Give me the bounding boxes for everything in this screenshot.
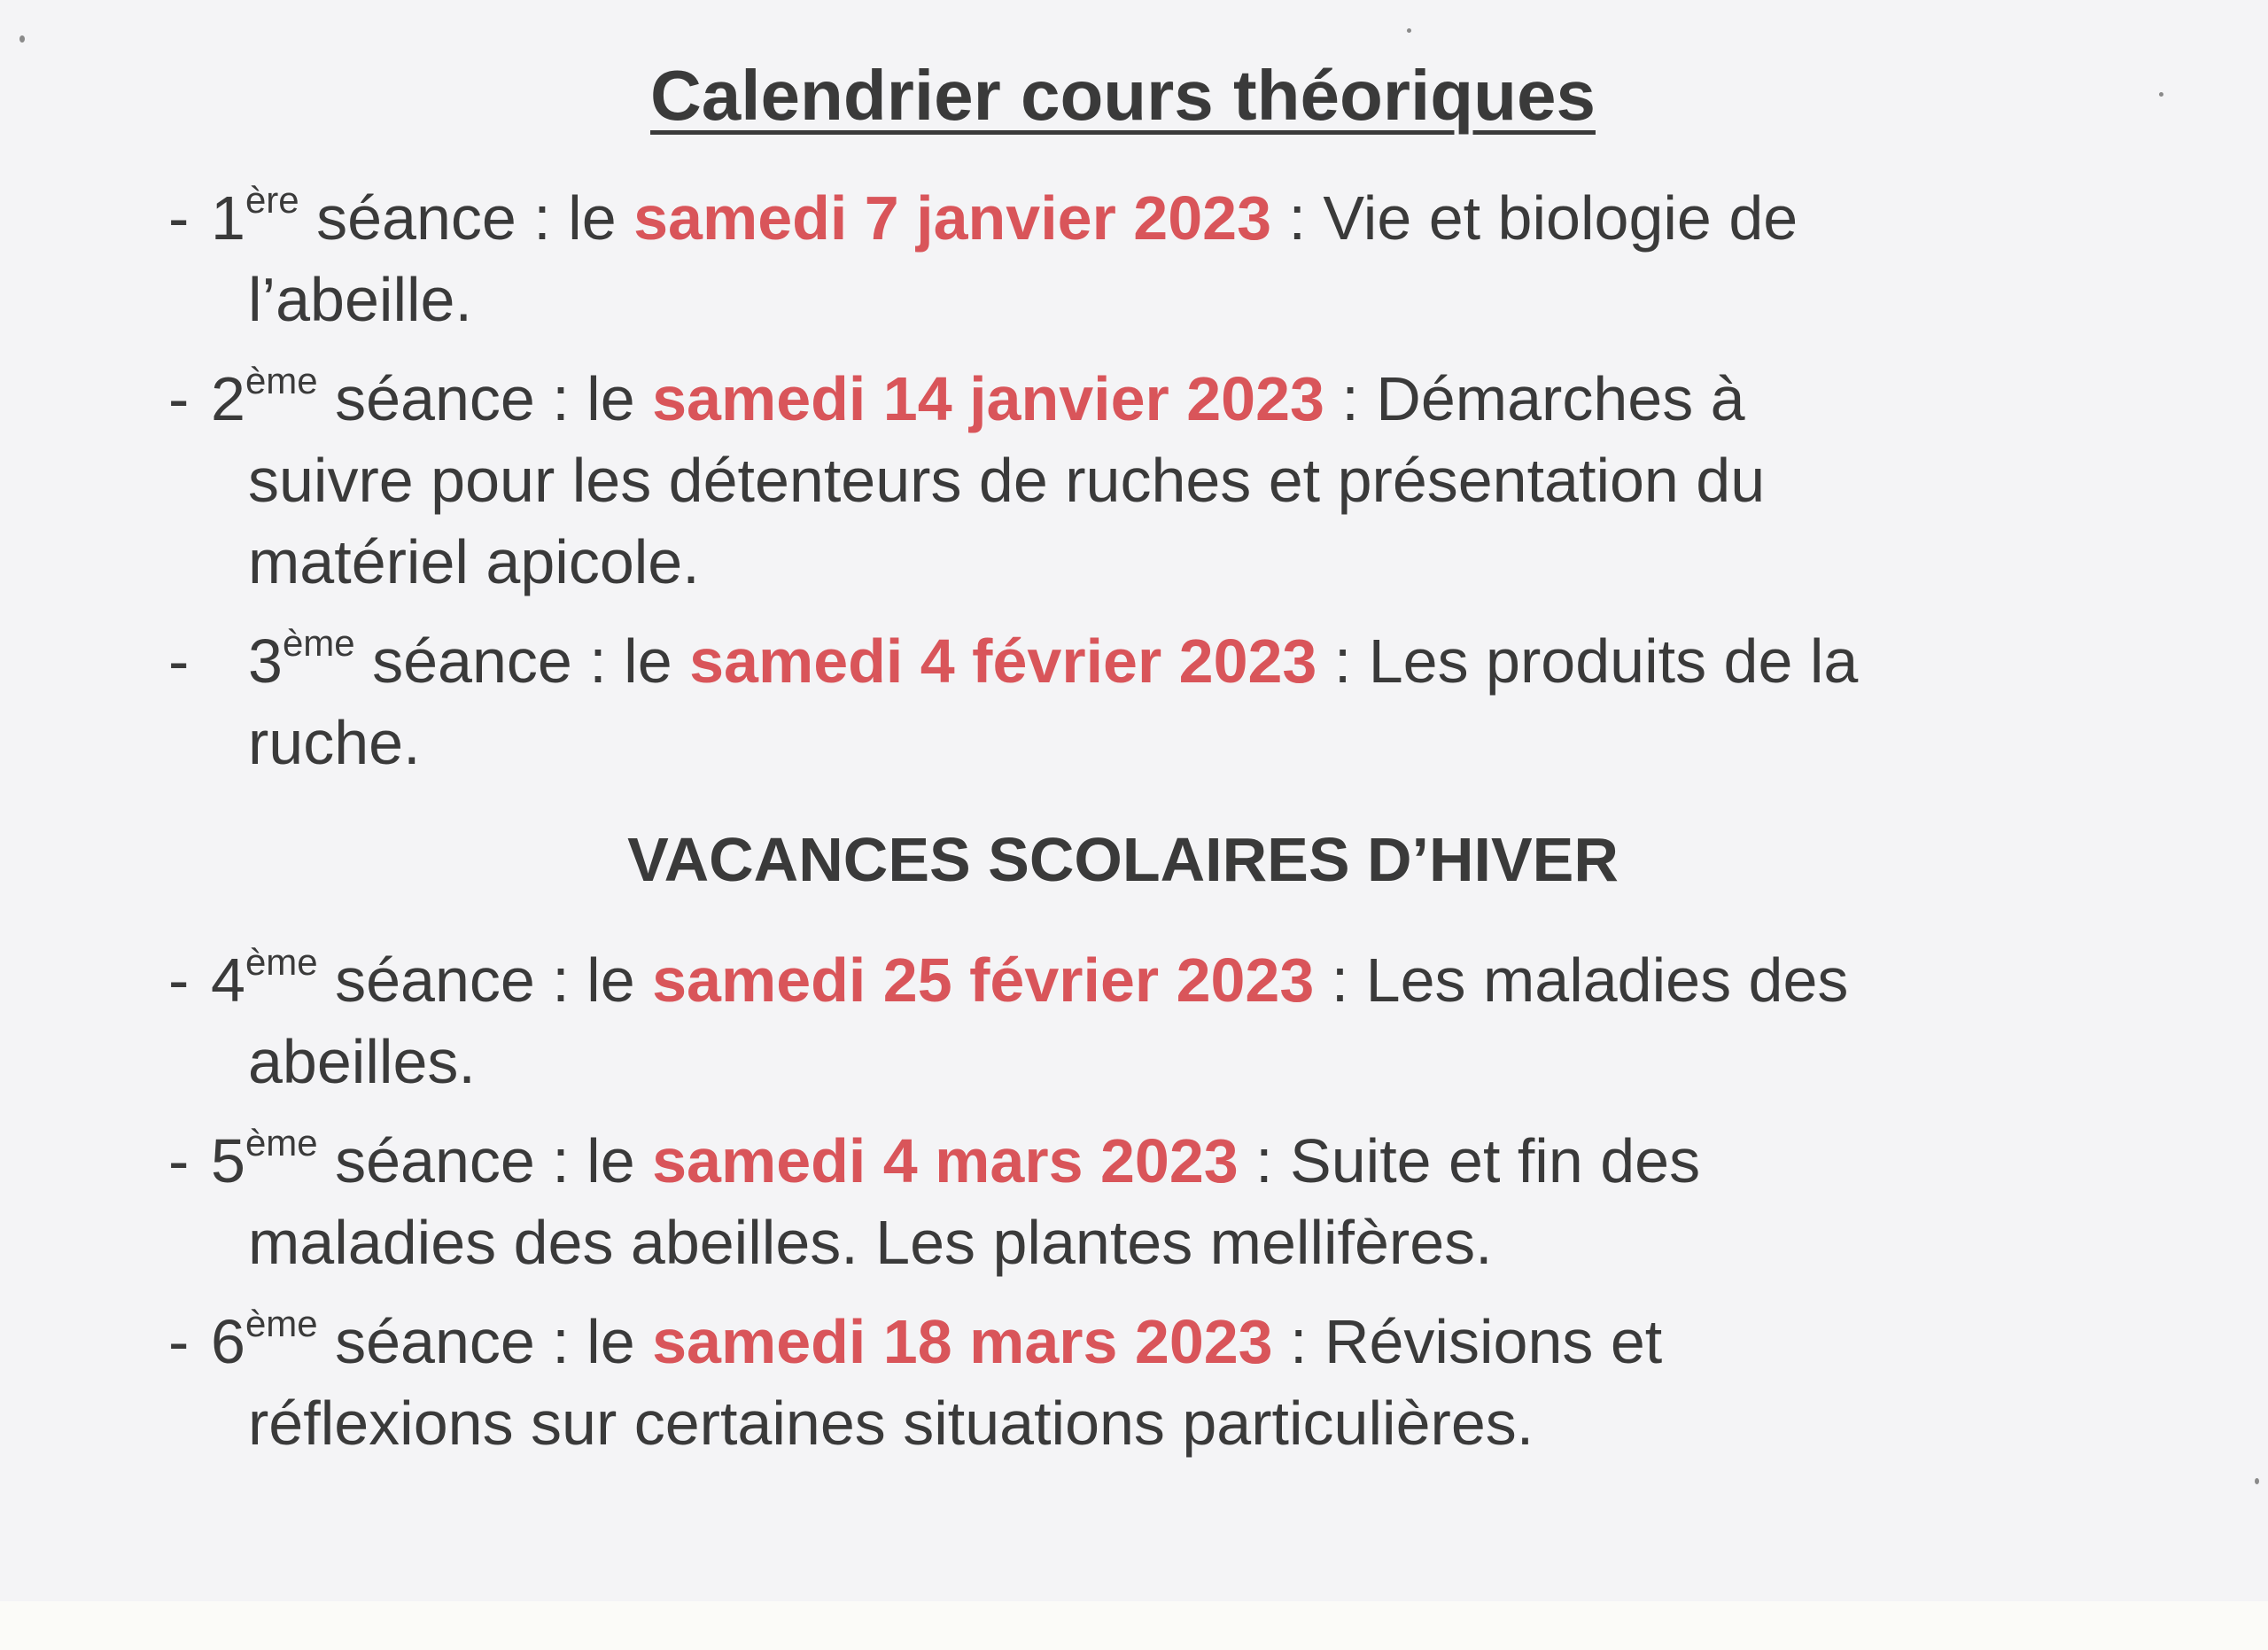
session-label: séance : le: [317, 946, 653, 1015]
session-description-cont: maladies des abeilles. Les plantes mellifères.: [248, 1208, 1493, 1277]
session-date: samedi 4 février 2023: [689, 627, 1317, 696]
session-label: séance : le: [317, 1126, 653, 1195]
list-dash: -: [168, 946, 190, 1015]
session-number: 1: [211, 183, 245, 253]
scan-edge: [0, 1601, 2268, 1650]
session-date: samedi 7 janvier 2023: [633, 183, 1272, 253]
session-description-cont: l’abeille.: [248, 265, 472, 334]
session-description: : Démarches à: [1324, 364, 1745, 433]
session-ordinal-suffix: ème: [245, 1122, 318, 1164]
session-ordinal-suffix: ème: [245, 941, 318, 983]
session-number: 6: [211, 1307, 245, 1376]
session-label: séance : le: [317, 1307, 653, 1376]
session-label: séance : le: [317, 364, 653, 433]
session-item: [168, 1301, 2153, 1464]
session-list: [168, 177, 2153, 1464]
session-description: : Vie et biologie de: [1271, 183, 1798, 253]
session-date: samedi 25 février 2023: [652, 946, 1315, 1015]
session-date: samedi 4 mars 2023: [652, 1126, 1239, 1195]
list-dash: -: [168, 1126, 190, 1195]
session-description: : Les maladies des: [1314, 946, 1849, 1015]
session-description: : Suite et fin des: [1238, 1126, 1701, 1195]
holiday-heading: VACANCES SCOLAIRES D’HIVER: [627, 825, 1619, 894]
scan-speck: [1407, 28, 1411, 33]
session-description-cont: abeilles.: [248, 1027, 476, 1096]
session-description: : Révisions et: [1272, 1307, 1663, 1376]
session-item: [168, 620, 2153, 783]
list-dash: -: [168, 364, 190, 433]
session-ordinal-suffix: ème: [245, 1303, 318, 1344]
session-number: 4: [211, 946, 245, 1015]
list-dash: -: [168, 1307, 190, 1376]
session-description-cont: réflexions sur certaines situations particulières.: [248, 1389, 1534, 1458]
session-item: [168, 1120, 2153, 1283]
page-title: Calendrier cours théoriques: [650, 56, 1596, 135]
session-date: samedi 14 janvier 2023: [652, 364, 1324, 433]
session-description-cont: ruche.: [248, 708, 421, 777]
session-item: [168, 939, 2153, 1102]
session-description-cont: suivre pour les détenteurs de ruches et présentation du: [248, 446, 1766, 515]
session-item: [168, 358, 2153, 603]
list-dash: -: [168, 183, 190, 253]
session-label: séance : le: [299, 183, 634, 253]
session-ordinal-suffix: ème: [282, 622, 355, 664]
list-dash: -: [168, 627, 190, 696]
scan-speck: [2255, 1478, 2259, 1484]
session-number: 5: [211, 1126, 245, 1195]
scan-speck: [19, 35, 25, 43]
session-ordinal-suffix: ème: [245, 360, 318, 401]
session-date: samedi 18 mars 2023: [652, 1307, 1273, 1376]
session-number: 2: [211, 364, 245, 433]
session-item: [168, 177, 2153, 340]
session-ordinal-suffix: ère: [245, 179, 299, 221]
session-description: : Les produits de la: [1317, 627, 1859, 696]
session-number: 3: [248, 627, 283, 696]
session-label: séance : le: [354, 627, 690, 696]
session-description-cont: matériel apicole.: [248, 527, 700, 596]
